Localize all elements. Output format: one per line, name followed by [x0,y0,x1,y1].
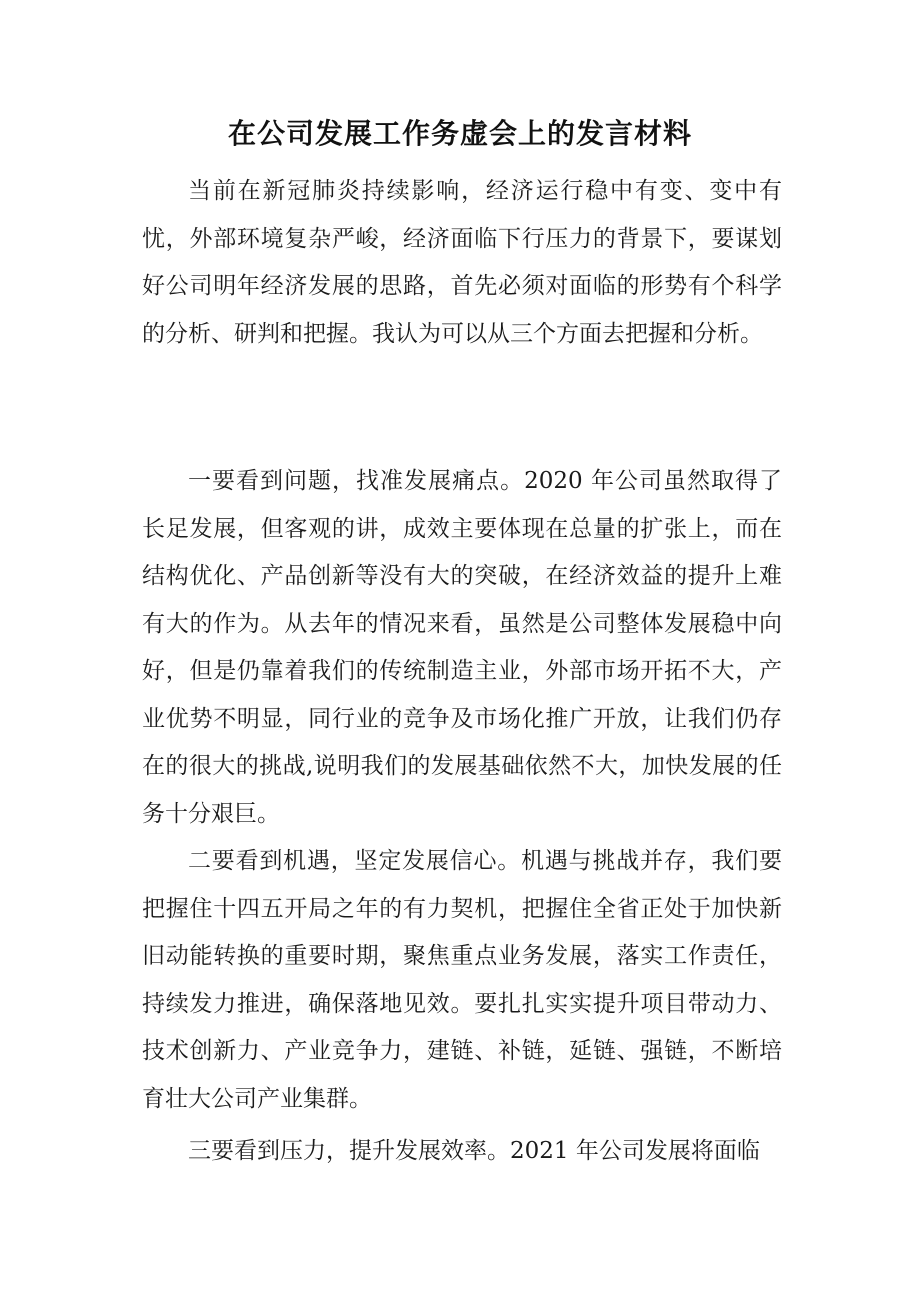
paragraph-pressure: 三要看到压力，提升发展效率。2021 年公司发展将面临 [188,1138,760,1164]
paragraph-problems: 一要看到问题，找准发展痛点。2020 年公司虽然取得了长足发展，但客观的讲，成效主要体现在总量的扩张上，而在结构优化、产品创新等没有大的突破，在经济效益的提升上难有大的作为。从去年的情况来看，虽然是公司整体发展稳中向好，但是仍靠着我们的传统制造主业，外部市场开拓不大，产业优势不明显，同行业的竞争及市场化推广开放，让我们仍存在的很大的挑战,说明我们的发展基础依然不大，加快发展的任务十分艰巨。 [142,468,782,827]
paragraph-opportunities: 二要看到机遇，坚定发展信心。机遇与挑战并存，我们要把握住十四五开局之年的有力契机，把握住全省正处于加快新旧动能转换的重要时期，聚焦重点业务发展，落实工作责任，持续发力推进，确保落地见效。要扎扎实实提升项目带动力、技术创新力、产业竞争力，建链、补链，延链、强链，不断培育壮大公司产业集群。 [142,848,782,1112]
document-title: 在公司发展工作务虚会上的发言材料 [227,117,692,150]
paragraph-intro: 当前在新冠肺炎持续影响，经济运行稳中有变、变中有忧，外部环境复杂严峻，经济面临下行压力的背景下，要谋划好公司明年经济发展的思路，首先必须对面临的形势有个科学的分析、研判和把握。我认为可以从三个方面去把握和分析。 [142,178,782,347]
